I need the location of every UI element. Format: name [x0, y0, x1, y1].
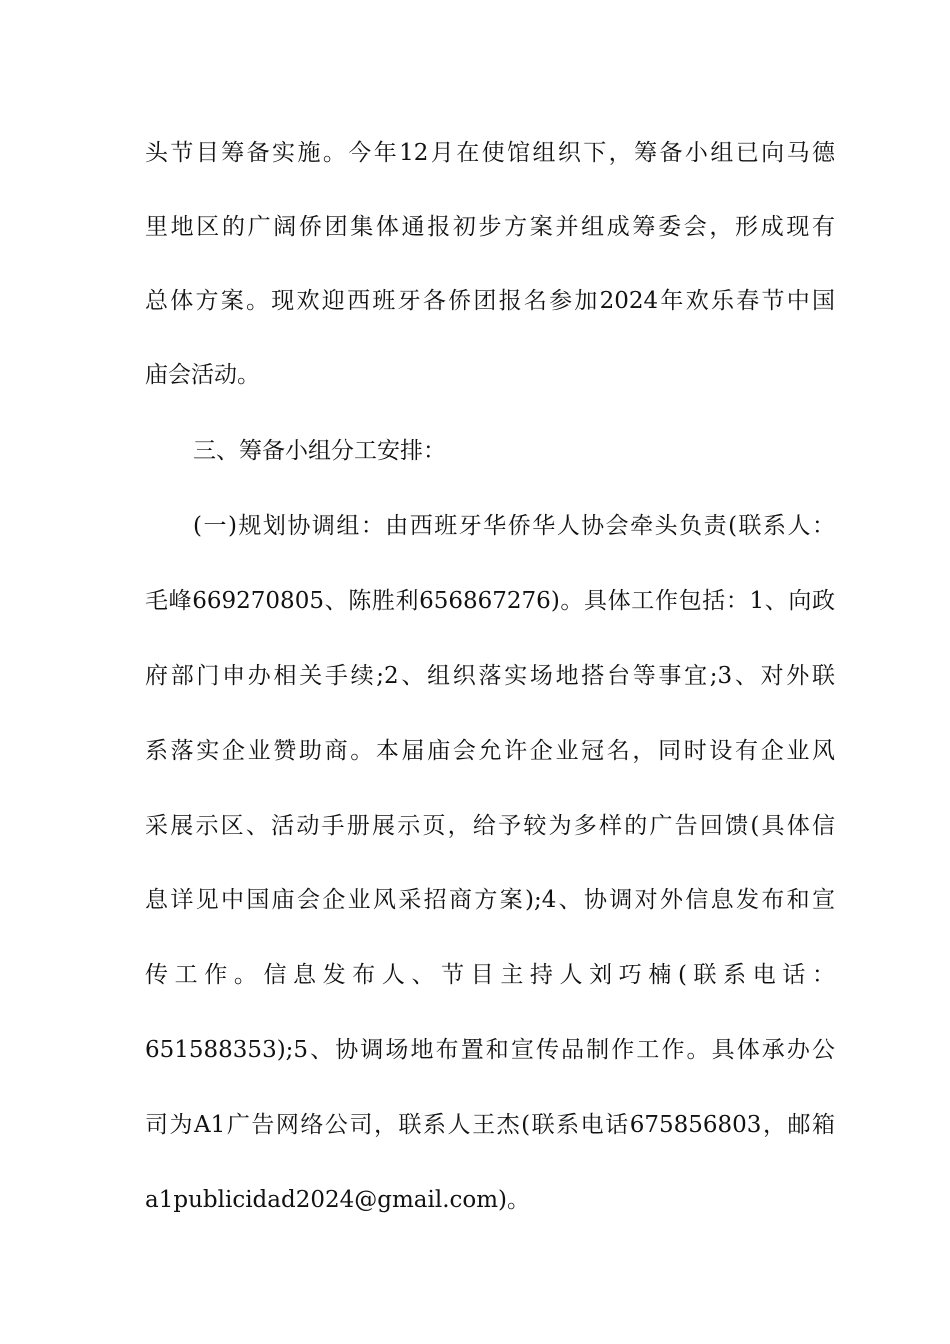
section-heading: 三、筹备小组分工安排： [193, 438, 446, 464]
paragraph-line: 毛峰669270805、陈胜利656867276)。具体工作包括：1、向政 [145, 588, 835, 614]
paragraph-line: 头节目筹备实施。今年12月在使馆组织下，筹备小组已向马德 [145, 140, 835, 166]
paragraph-line: 651588353);5、协调场地布置和宣传品制作工作。具体承办公 [145, 1037, 835, 1063]
paragraph-line: 总体方案。现欢迎西班牙各侨团报名参加2024年欢乐春节中国 [145, 288, 835, 314]
paragraph-line: (一)规划协调组：由西班牙华侨华人协会牵头负责(联系人： [193, 513, 835, 539]
paragraph-line: 司为A1广告网络公司，联系人王杰(联系电话675856803，邮箱 [145, 1112, 835, 1138]
paragraph-line: 里地区的广阔侨团集体通报初步方案并组成筹委会，形成现有 [145, 214, 835, 240]
paragraph-line: 府部门申办相关手续;2、组织落实场地搭台等事宜;3、对外联 [145, 663, 835, 689]
paragraph-line: 系落实企业赞助商。本届庙会允许企业冠名，同时设有企业风 [145, 738, 835, 764]
paragraph-line: a1publicidad2024@gmail.com)。 [145, 1187, 531, 1213]
paragraph-line: 传工作。信息发布人、节目主持人刘巧楠(联系电话： [145, 962, 835, 988]
paragraph-line: 采展示区、活动手册展示页，给予较为多样的广告回馈(具体信 [145, 813, 835, 839]
paragraph-line: 息详见中国庙会企业风采招商方案);4、协调对外信息发布和宣 [145, 887, 835, 913]
paragraph-line: 庙会活动。 [145, 362, 260, 388]
